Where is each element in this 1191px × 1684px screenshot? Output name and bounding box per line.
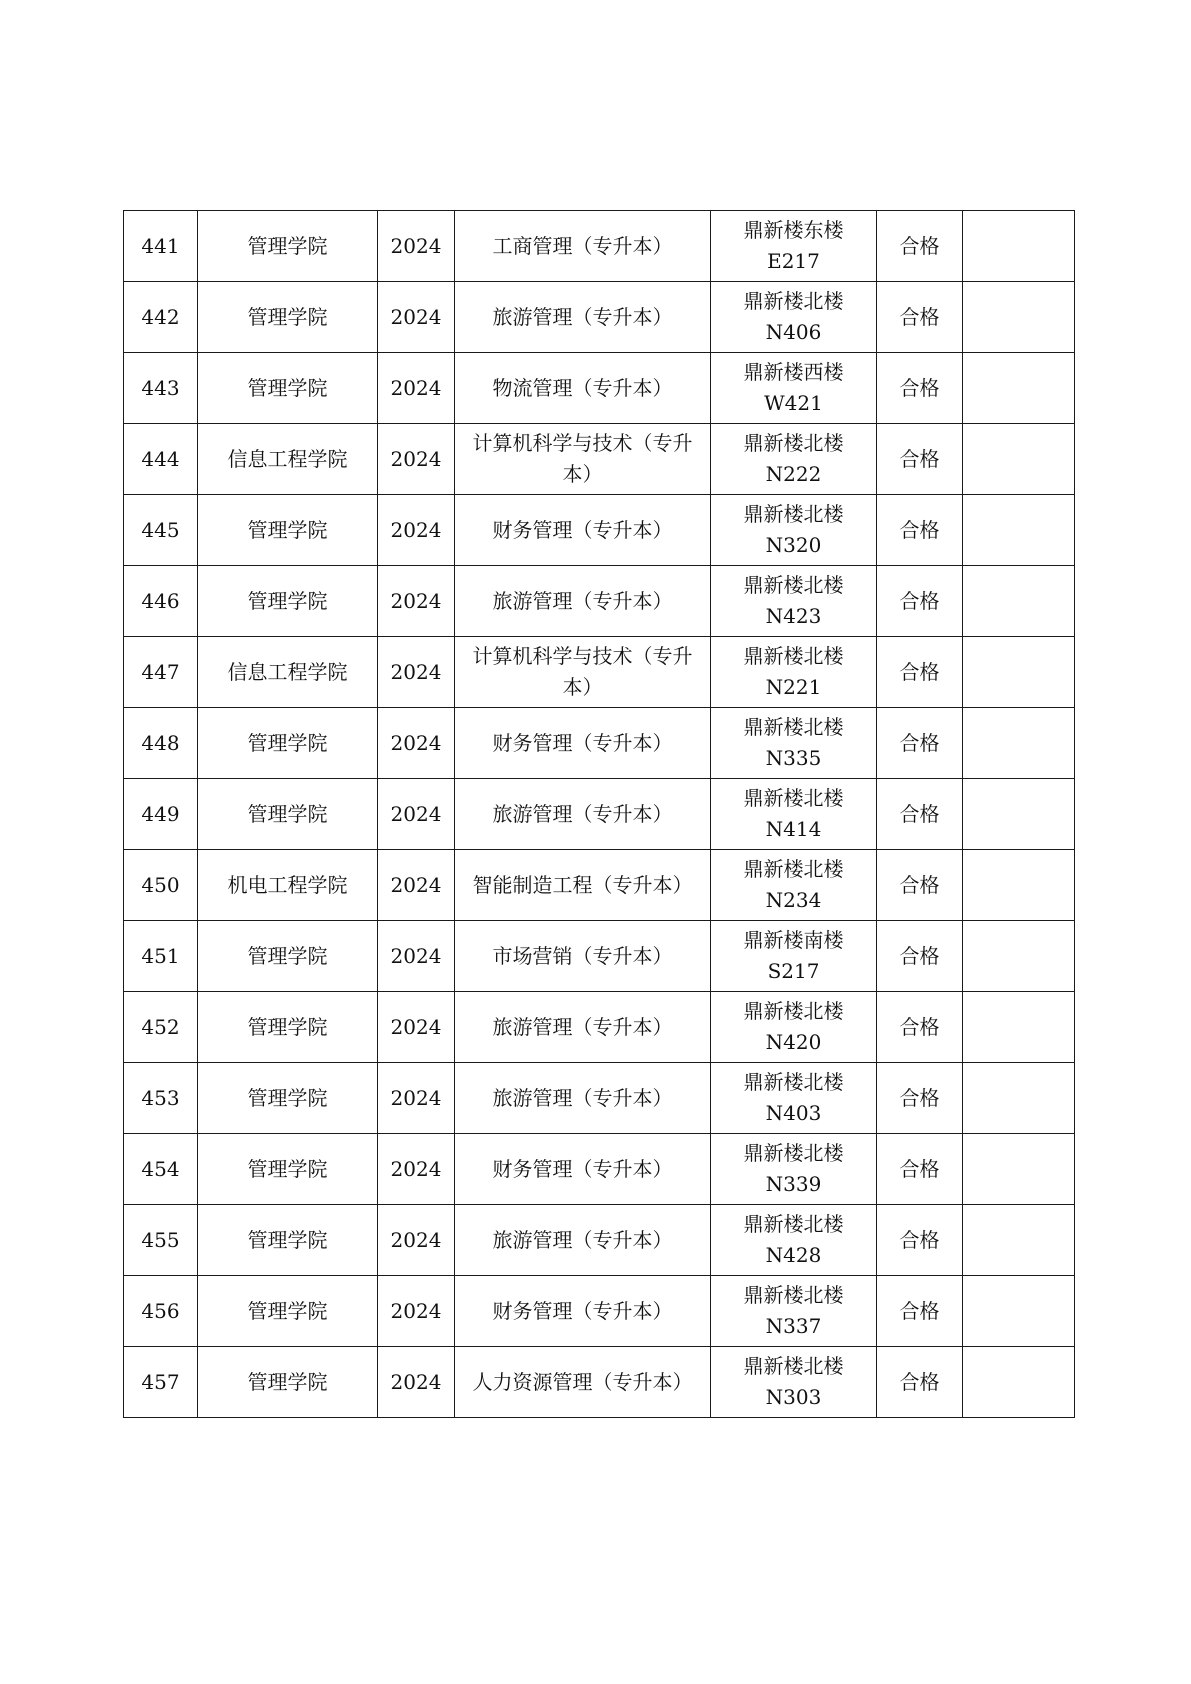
room-number: S217	[767, 959, 820, 983]
year-cell: 2024	[378, 1276, 455, 1347]
major-cell: 财务管理（专升本）	[455, 1276, 711, 1347]
year-cell: 2024	[378, 211, 455, 282]
note-cell	[963, 282, 1075, 353]
note-cell	[963, 779, 1075, 850]
serial-number-cell: 454	[124, 1134, 198, 1205]
location-cell	[711, 921, 877, 992]
major-cell: 人力资源管理（专升本）	[455, 1347, 711, 1418]
building-name: 鼎新楼西楼	[743, 360, 844, 384]
result-cell: 合格	[877, 992, 963, 1063]
year-cell: 2024	[378, 779, 455, 850]
major-cell: 旅游管理（专升本）	[455, 779, 711, 850]
result-cell: 合格	[877, 1347, 963, 1418]
major-cell: 旅游管理（专升本）	[455, 566, 711, 637]
serial-number-cell: 456	[124, 1276, 198, 1347]
note-cell	[963, 353, 1075, 424]
table-row	[124, 353, 1075, 424]
result-cell: 合格	[877, 495, 963, 566]
room-number: N335	[765, 746, 822, 770]
building-name: 鼎新楼北楼	[743, 289, 844, 313]
result-cell: 合格	[877, 424, 963, 495]
year-cell: 2024	[378, 1134, 455, 1205]
year-cell: 2024	[378, 1205, 455, 1276]
serial-number-cell: 441	[124, 211, 198, 282]
room-number: N420	[765, 1030, 822, 1054]
result-cell: 合格	[877, 921, 963, 992]
serial-number-cell: 452	[124, 992, 198, 1063]
result-cell: 合格	[877, 779, 963, 850]
building-name: 鼎新楼北楼	[743, 644, 844, 668]
college-cell: 机电工程学院	[198, 850, 378, 921]
result-cell: 合格	[877, 637, 963, 708]
serial-number-cell: 450	[124, 850, 198, 921]
room-number: N234	[765, 888, 822, 912]
table-row	[124, 1134, 1075, 1205]
room-number: N303	[765, 1385, 822, 1409]
building-name: 鼎新楼北楼	[743, 715, 844, 739]
room-number: N339	[765, 1172, 822, 1196]
year-cell: 2024	[378, 353, 455, 424]
building-name: 鼎新楼北楼	[743, 1354, 844, 1378]
serial-number-cell: 451	[124, 921, 198, 992]
result-cell: 合格	[877, 353, 963, 424]
location-cell	[711, 282, 877, 353]
result-cell: 合格	[877, 850, 963, 921]
location-cell	[711, 1063, 877, 1134]
note-cell	[963, 1063, 1075, 1134]
note-cell	[963, 637, 1075, 708]
year-cell: 2024	[378, 637, 455, 708]
college-cell: 管理学院	[198, 495, 378, 566]
records-table	[123, 210, 1075, 1418]
college-cell: 管理学院	[198, 779, 378, 850]
records-table-body	[124, 211, 1075, 1418]
note-cell	[963, 495, 1075, 566]
location-cell	[711, 495, 877, 566]
room-number: N406	[765, 320, 822, 344]
location-cell	[711, 992, 877, 1063]
room-number: N337	[765, 1314, 822, 1338]
serial-number-cell: 443	[124, 353, 198, 424]
result-cell: 合格	[877, 1276, 963, 1347]
note-cell	[963, 211, 1075, 282]
building-name: 鼎新楼北楼	[743, 786, 844, 810]
table-row	[124, 708, 1075, 779]
major-cell: 物流管理（专升本）	[455, 353, 711, 424]
room-number: W421	[764, 391, 823, 415]
location-cell	[711, 850, 877, 921]
building-name: 鼎新楼北楼	[743, 1141, 844, 1165]
location-cell	[711, 1134, 877, 1205]
college-cell: 管理学院	[198, 353, 378, 424]
building-name: 鼎新楼北楼	[743, 502, 844, 526]
major-cell: 智能制造工程（专升本）	[455, 850, 711, 921]
college-cell: 管理学院	[198, 211, 378, 282]
room-number: N414	[765, 817, 822, 841]
room-number: N222	[765, 462, 822, 486]
table-row	[124, 1276, 1075, 1347]
college-cell: 管理学院	[198, 1063, 378, 1134]
college-cell: 管理学院	[198, 921, 378, 992]
table-row	[124, 566, 1075, 637]
location-cell	[711, 424, 877, 495]
serial-number-cell: 447	[124, 637, 198, 708]
table-row	[124, 1063, 1075, 1134]
major-cell: 财务管理（专升本）	[455, 708, 711, 779]
year-cell: 2024	[378, 495, 455, 566]
location-cell	[711, 637, 877, 708]
table-row	[124, 282, 1075, 353]
serial-number-cell: 442	[124, 282, 198, 353]
table-row	[124, 495, 1075, 566]
result-cell: 合格	[877, 1063, 963, 1134]
room-number: N423	[765, 604, 822, 628]
table-row	[124, 637, 1075, 708]
major-cell: 旅游管理（专升本）	[455, 1205, 711, 1276]
table-row	[124, 779, 1075, 850]
college-cell: 管理学院	[198, 566, 378, 637]
building-name: 鼎新楼北楼	[743, 1070, 844, 1094]
location-cell	[711, 1347, 877, 1418]
college-cell: 信息工程学院	[198, 637, 378, 708]
college-cell: 管理学院	[198, 992, 378, 1063]
location-cell	[711, 566, 877, 637]
serial-number-cell: 453	[124, 1063, 198, 1134]
room-number: N320	[765, 533, 822, 557]
room-number: N403	[765, 1101, 822, 1125]
table-row	[124, 1205, 1075, 1276]
note-cell	[963, 992, 1075, 1063]
college-cell: 管理学院	[198, 1134, 378, 1205]
serial-number-cell: 446	[124, 566, 198, 637]
serial-number-cell: 455	[124, 1205, 198, 1276]
room-number: E217	[767, 249, 820, 273]
year-cell: 2024	[378, 850, 455, 921]
college-cell: 管理学院	[198, 708, 378, 779]
college-cell: 管理学院	[198, 1205, 378, 1276]
major-cell: 工商管理（专升本）	[455, 211, 711, 282]
result-cell: 合格	[877, 1205, 963, 1276]
year-cell: 2024	[378, 1063, 455, 1134]
year-cell: 2024	[378, 921, 455, 992]
result-cell: 合格	[877, 211, 963, 282]
location-cell	[711, 1276, 877, 1347]
result-cell: 合格	[877, 566, 963, 637]
building-name: 鼎新楼北楼	[743, 857, 844, 881]
year-cell: 2024	[378, 424, 455, 495]
note-cell	[963, 1347, 1075, 1418]
serial-number-cell: 445	[124, 495, 198, 566]
major-cell: 旅游管理（专升本）	[455, 282, 711, 353]
building-name: 鼎新楼南楼	[743, 928, 844, 952]
year-cell: 2024	[378, 1347, 455, 1418]
serial-number-cell: 449	[124, 779, 198, 850]
note-cell	[963, 424, 1075, 495]
note-cell	[963, 850, 1075, 921]
table-row	[124, 1347, 1075, 1418]
serial-number-cell: 444	[124, 424, 198, 495]
serial-number-cell: 457	[124, 1347, 198, 1418]
note-cell	[963, 1205, 1075, 1276]
location-cell	[711, 708, 877, 779]
note-cell	[963, 921, 1075, 992]
major-cell: 财务管理（专升本）	[455, 1134, 711, 1205]
college-cell: 管理学院	[198, 1276, 378, 1347]
major-cell: 计算机科学与技术（专升本）	[455, 424, 711, 495]
major-cell: 市场营销（专升本）	[455, 921, 711, 992]
table-row	[124, 921, 1075, 992]
building-name: 鼎新楼北楼	[743, 999, 844, 1023]
table-row	[124, 850, 1075, 921]
location-cell	[711, 353, 877, 424]
result-cell: 合格	[877, 282, 963, 353]
year-cell: 2024	[378, 566, 455, 637]
room-number: N221	[765, 675, 822, 699]
table-row	[124, 424, 1075, 495]
major-cell: 旅游管理（专升本）	[455, 1063, 711, 1134]
location-cell	[711, 779, 877, 850]
year-cell: 2024	[378, 992, 455, 1063]
note-cell	[963, 566, 1075, 637]
year-cell: 2024	[378, 282, 455, 353]
serial-number-cell: 448	[124, 708, 198, 779]
building-name: 鼎新楼北楼	[743, 1283, 844, 1307]
room-number: N428	[765, 1243, 822, 1267]
table-row	[124, 211, 1075, 282]
building-name: 鼎新楼北楼	[743, 431, 844, 455]
building-name: 鼎新楼北楼	[743, 1212, 844, 1236]
note-cell	[963, 708, 1075, 779]
note-cell	[963, 1276, 1075, 1347]
major-cell: 旅游管理（专升本）	[455, 992, 711, 1063]
year-cell: 2024	[378, 708, 455, 779]
building-name: 鼎新楼东楼	[743, 218, 844, 242]
college-cell: 信息工程学院	[198, 424, 378, 495]
result-cell: 合格	[877, 708, 963, 779]
location-cell	[711, 1205, 877, 1276]
college-cell: 管理学院	[198, 282, 378, 353]
building-name: 鼎新楼北楼	[743, 573, 844, 597]
result-cell: 合格	[877, 1134, 963, 1205]
major-cell: 计算机科学与技术（专升本）	[455, 637, 711, 708]
note-cell	[963, 1134, 1075, 1205]
location-cell	[711, 211, 877, 282]
major-cell: 财务管理（专升本）	[455, 495, 711, 566]
table-row	[124, 992, 1075, 1063]
college-cell: 管理学院	[198, 1347, 378, 1418]
